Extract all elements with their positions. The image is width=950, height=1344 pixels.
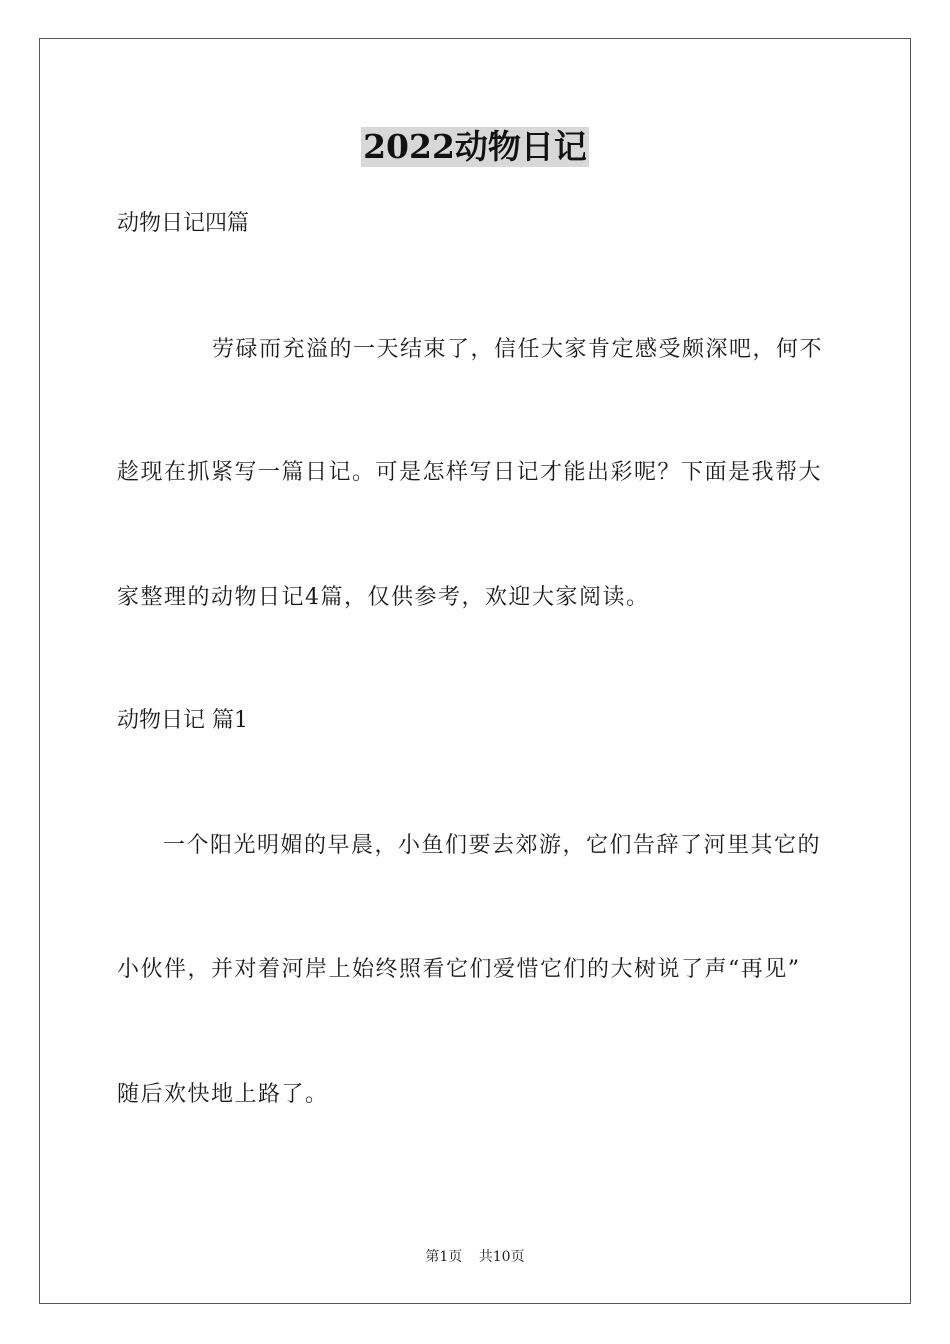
paragraph-2-line-1: 一个阳光明媚的早晨，小鱼们要去郊游，它们告辞了河里其它的 [163,833,822,858]
page-total: 共10页 [478,1249,525,1265]
document-title: 2022动物日记 [363,127,587,166]
title-container [0,127,950,167]
paragraph-1-line-2: 趁现在抓紧写一篇日记。可是怎样写日记才能出彩呢？下面是我帮大 [117,460,823,485]
section-heading: 动物日记 篇1 [117,708,248,733]
page-number: 第1页 [425,1249,463,1265]
paragraph-2-line-2: 小伙伴，并对着河岸上始终照看它们爱惜它们的大树说了声“再见” [117,957,801,982]
page-footer [0,1247,950,1267]
document-subtitle: 动物日记四篇 [117,211,250,236]
paragraph-1-line-3: 家整理的动物日记4篇，仅供参考，欢迎大家阅读。 [117,585,650,610]
paragraph-1-line-1: 劳碌而充溢的一天结束了，信任大家肯定感受颇深吧，何不 [212,337,824,362]
paragraph-2-line-3: 随后欢快地上路了。 [117,1082,329,1107]
